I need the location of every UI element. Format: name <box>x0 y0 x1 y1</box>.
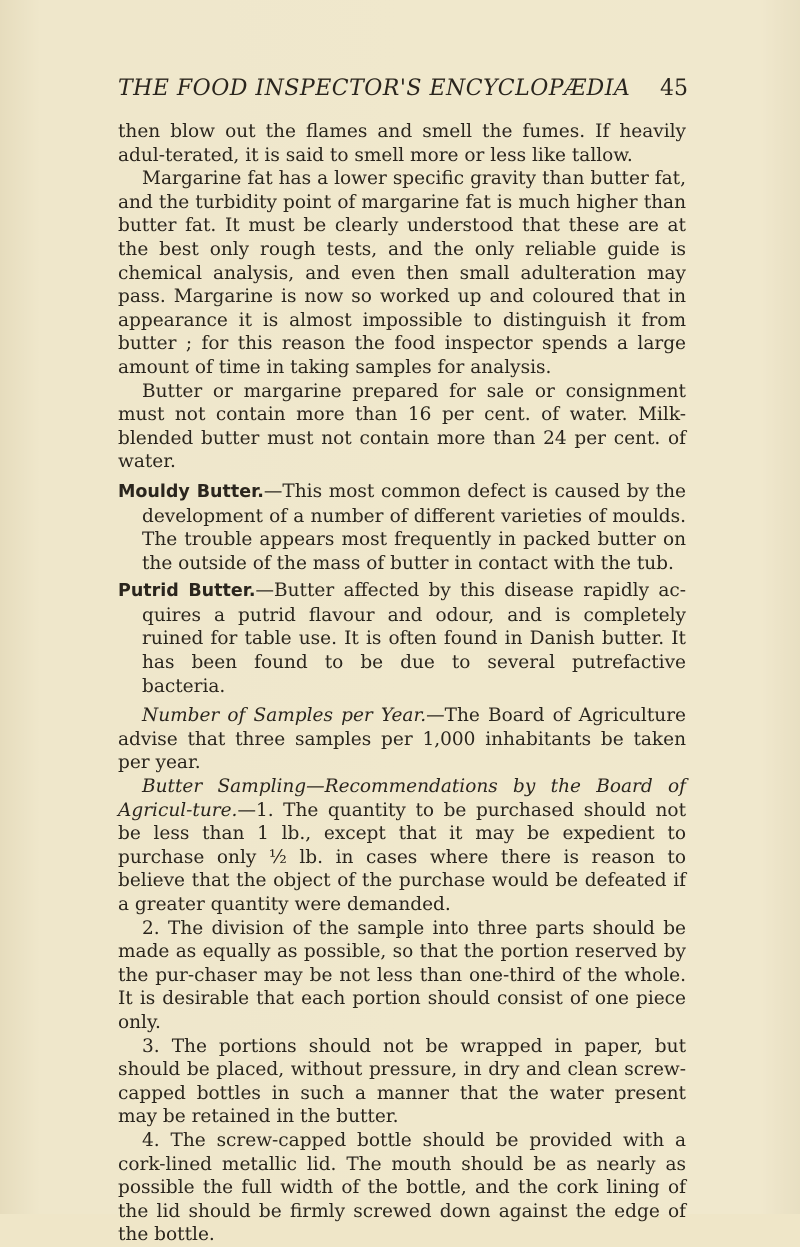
paragraph-sampling-item-1 <box>118 775 686 917</box>
paragraph-sampling-item-2: 2. The division of the sample into three parts should be made as equally as possible, so that the portion reserved by the pur-chaser may be not less than one-third of the whole. It is desirable that each portion should consist of one piece only. <box>118 917 686 1033</box>
list-item-text: —1. The quantity to be purchased should not be less than 1 lb., except that it may be expedient to purchase only ½ lb. in cases where there is reason to believe that the object of the purchase would be defeated if a greater quantity were demanded. <box>118 799 686 915</box>
entry-heading: Putrid Butter. <box>118 581 256 602</box>
entry-putrid-butter <box>118 579 686 698</box>
section-text: —The Board of Agriculture advise that three samples per 1,000 inhabitants be taken per year. <box>118 705 686 774</box>
entry-heading: Mouldy Butter. <box>118 481 264 502</box>
paragraph-water-content: Butter or margarine prepared for sale or consignment must not contain more than 16 per cent. of water. Milk-blended butter must not contain more than 24 per cent. of water. <box>118 380 686 473</box>
body-text <box>118 120 686 1247</box>
paragraph-sampling-item-3: 3. The portions should not be wrapped in paper, but should be placed, without pressure, in dry and clean screw-capped bottles in such a manner that the water present may be retained in the butter. <box>118 1035 686 1128</box>
paragraph-continued: then blow out the flames and smell the fumes. If heavily adul-terated, it is said to smell more or less like tallow. <box>118 121 686 166</box>
paragraph-samples-per-year <box>118 704 686 775</box>
section-heading: Butter Sampling—Recommendations by the Board of Agricul-ture. <box>118 776 686 821</box>
paragraph-sampling-item-4: 4. The screw-capped bottle should be provided with a cork-lined metallic lid. The mouth should be as nearly as possible the full width of the bottle, and the cork lining of the lid should be firmly screwed down against the edge of the bottle. <box>118 1129 686 1246</box>
entry-text: —This most common defect is caused by the development of a number of different varieties of moulds. The trouble appears most frequently in packed butter on the outside of the mass of butter in contact with the tub. <box>142 480 686 574</box>
running-title: THE FOOD INSPECTOR'S ENCYCLOPÆDIA <box>118 76 631 101</box>
entry-mouldy-butter <box>118 480 686 575</box>
entry-text: —Butter affected by this disease rapidly ac-quires a putrid flavour and odour, and is completely ruined for table use. It is often found in Danish butter. It has been found to be due to several putrefactive bacteria. <box>142 580 686 697</box>
section-heading: Number of Samples per Year. <box>142 705 427 727</box>
paragraph-margarine-fat: Margarine fat has a lower specific gravity than butter fat, and the turbidity point of margarine fat is much higher than butter fat. It must be clearly understood that these are at the best only rough tests, and the only reliable guide is chemical analysis, and even then small adulteration may pass. Margarine is now so worked up and coloured that in appearance it is almost impossible to distinguish it from butter ; for this reason the food inspector spends a large amount of time in taking samples for analysis. <box>118 168 686 378</box>
running-header <box>118 76 688 110</box>
page-number: 45 <box>660 76 688 101</box>
